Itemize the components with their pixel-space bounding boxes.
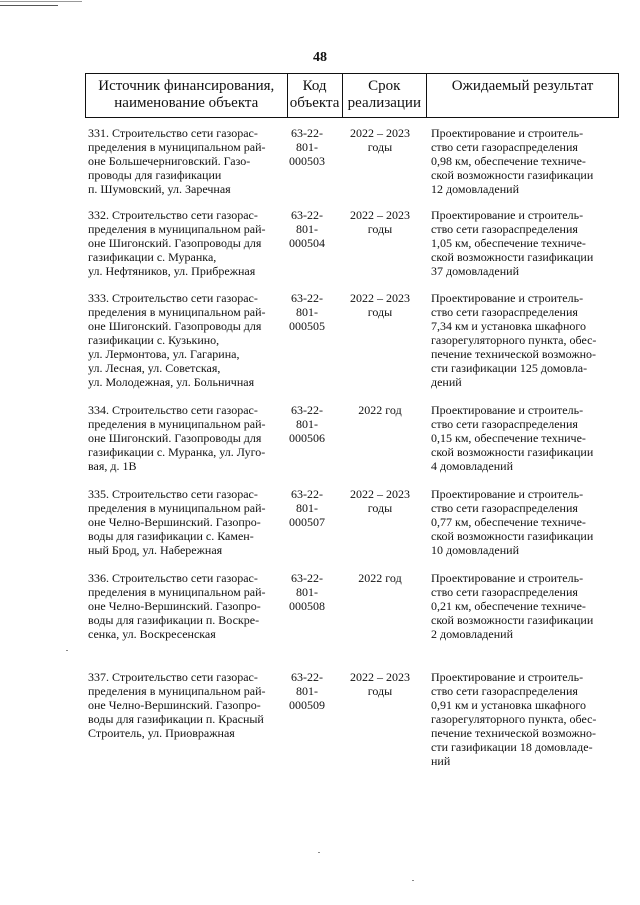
expected-result: Проектирование и строитель- ство сети газораспределения 7,34 км и установка шкафного газорегуляторного пункта, обес- печение технической возможно- сти газификации 125 домовла- дений <box>431 291 597 389</box>
header-term: Срок реализации <box>342 74 427 118</box>
scan-edge-mark <box>0 1 82 2</box>
implementation-term: 2022 год <box>358 403 402 417</box>
scan-speck <box>66 650 68 651</box>
object-code-part: 63-22- <box>291 571 323 585</box>
implementation-term: 2022 год <box>358 571 402 585</box>
object-code-part: 801- <box>296 585 318 599</box>
object-code <box>281 291 333 333</box>
object-code-part: 000506 <box>289 431 325 445</box>
object-code-part: 000505 <box>289 319 325 333</box>
object-name: 331. Строительство сети газорас- пределения в муниципальном рай- оне Большечерниговский. Газо- проводы для газификации п. Шумовский, ул. Заречная <box>88 126 266 196</box>
object-name: 334. Строительство сети газорас- пределения в муниципальном рай- оне Шигонский. Газопроводы для газификации с. Муранка, ул. Луго- вая, д. 1В <box>88 403 266 473</box>
expected-result: Проектирование и строитель- ство сети газораспределения 0,21 км, обеспечение техниче- ской возможности газификации 2 домовладений <box>431 571 594 641</box>
implementation-term: 2022 – 2023 годы <box>350 291 410 319</box>
object-name: 332. Строительство сети газорас- пределения в муниципальном рай- оне Шигонский. Газопроводы для газификации с. Муранка, ул. Нефтяников, ул. Прибрежная <box>88 208 266 278</box>
object-code <box>281 208 333 250</box>
object-code-part: 63-22- <box>291 126 323 140</box>
expected-result: Проектирование и строитель- ство сети газораспределения 1,05 км, обеспечение техниче- ской возможности газификации 37 домовладений <box>431 208 594 278</box>
header-source: Источник финансирования, наименование объекта <box>86 74 288 118</box>
object-code-part: 000508 <box>289 599 325 613</box>
implementation-term: 2022 – 2023 годы <box>350 670 410 698</box>
header-code: Код объекта <box>287 74 342 118</box>
object-code-part: 801- <box>296 417 318 431</box>
object-code-part: 801- <box>296 305 318 319</box>
object-name: 335. Строительство сети газорас- пределения в муниципальном рай- оне Челно-Вершинский. Газопро- воды для газификации с. Камен- ный Брод, ул. Набережная <box>88 487 266 557</box>
object-code-part: 63-22- <box>291 291 323 305</box>
object-code <box>281 126 333 168</box>
object-code-part: 801- <box>296 501 318 515</box>
object-code <box>281 403 333 445</box>
object-code-part: 801- <box>296 140 318 154</box>
object-code-part: 000504 <box>289 236 325 250</box>
expected-result: Проектирование и строитель- ство сети газораспределения 0,98 км, обеспечение техниче- ской возможности газификации 12 домовладений <box>431 126 594 196</box>
object-code-part: 63-22- <box>291 487 323 501</box>
object-code-part: 000507 <box>289 515 325 529</box>
object-code-part: 000509 <box>289 698 325 712</box>
expected-result: Проектирование и строитель- ство сети газораспределения 0,77 км, обеспечение техниче- ской возможности газификации 10 домовладений <box>431 487 594 557</box>
object-name: 333. Строительство сети газорас- пределения в муниципальном рай- оне Шигонский. Газопроводы для газификации с. Кузькино, ул. Лермонтова, ул. Гагарина, ул. Лесная, ул. Советская, ул. Молодежная, ул. Больничная <box>88 291 266 389</box>
object-code-part: 000503 <box>289 154 325 168</box>
object-name: 337. Строительство сети газорас- пределения в муниципальном рай- оне Челно-Вершинский. Газопро- воды для газификации п. Красный Строитель, ул. Приовражная <box>88 670 266 740</box>
object-code-part: 63-22- <box>291 208 323 222</box>
scan-edge-mark <box>0 5 58 6</box>
implementation-term: 2022 – 2023 годы <box>350 487 410 515</box>
scan-speck <box>412 880 414 881</box>
object-code-part: 801- <box>296 222 318 236</box>
header-result: Ожидаемый результат <box>427 74 619 118</box>
page-number: 48 <box>313 50 327 65</box>
expected-result: Проектирование и строитель- ство сети газораспределения 0,15 км, обеспечение техниче- ской возможности газификации 4 домовладений <box>431 403 594 473</box>
object-code <box>281 571 333 613</box>
table-header <box>85 73 619 118</box>
object-code-part: 63-22- <box>291 403 323 417</box>
object-name: 336. Строительство сети газорас- пределения в муниципальном рай- оне Челно-Вершинский. Газопро- воды для газификации п. Воскре- сенка, ул. Воскресенская <box>88 571 266 641</box>
implementation-term: 2022 – 2023 годы <box>350 126 410 154</box>
object-code-part: 801- <box>296 684 318 698</box>
object-code <box>281 670 333 712</box>
object-code-part: 63-22- <box>291 670 323 684</box>
expected-result: Проектирование и строитель- ство сети газораспределения 0,91 км и установка шкафного газорегуляторного пункта, обес- печение технической возможно- сти газификации 18 домовладе- ний <box>431 670 597 768</box>
implementation-term: 2022 – 2023 годы <box>350 208 410 236</box>
object-code <box>281 487 333 529</box>
scan-speck <box>318 852 320 853</box>
